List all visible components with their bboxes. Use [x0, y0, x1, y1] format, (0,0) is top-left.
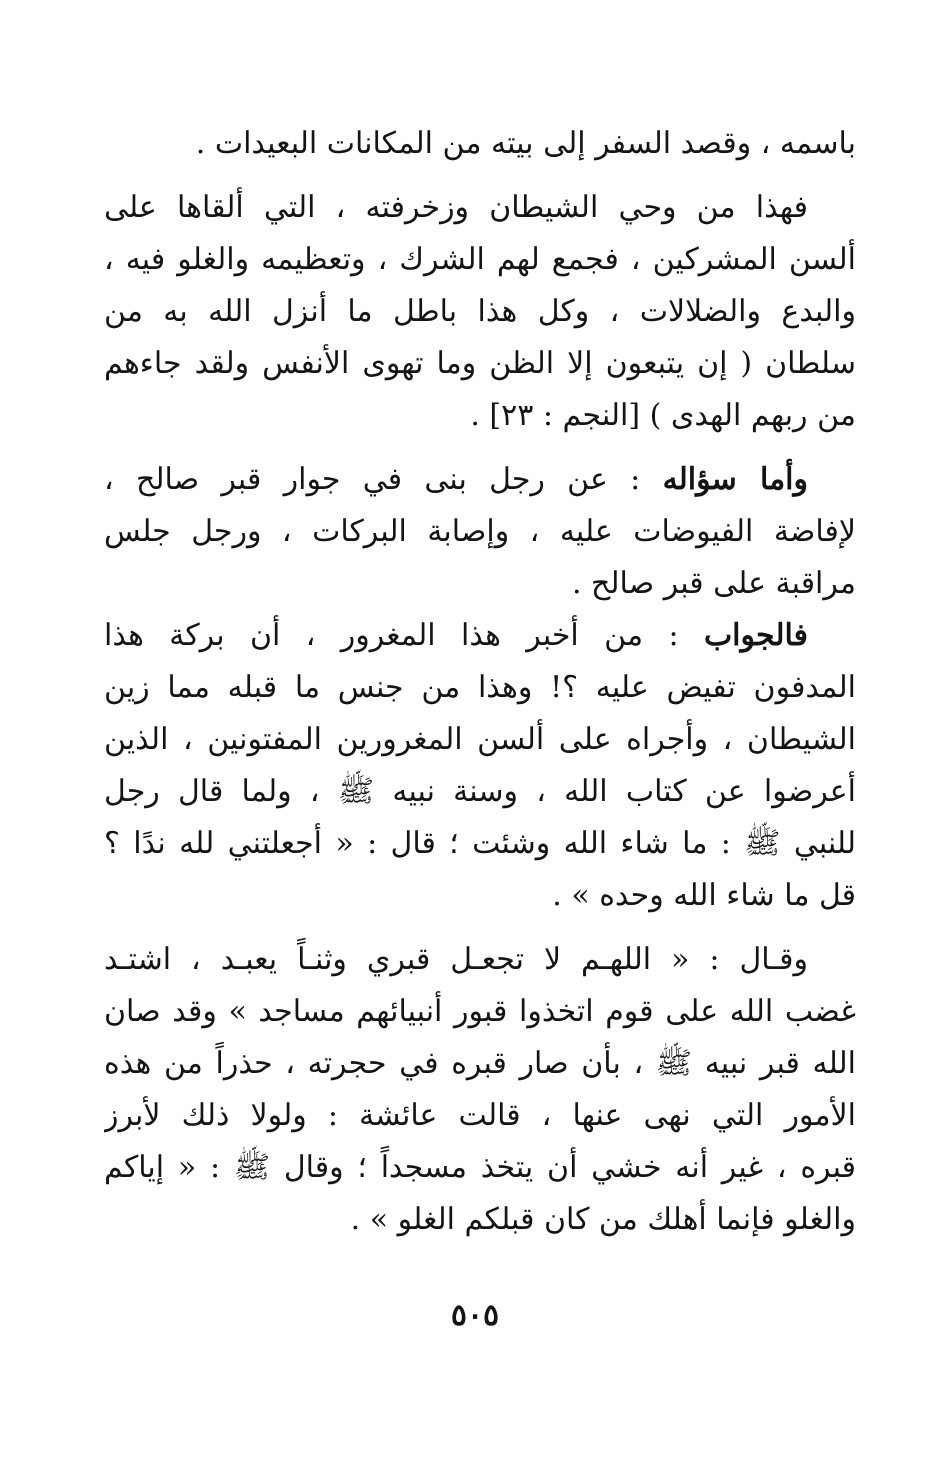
paragraph: [104, 118, 856, 170]
text-line: مراقبة على قبر صالح .: [571, 566, 856, 601]
paragraph-lead: فالجواب: [703, 618, 808, 653]
text-line: قبره ، غير أنه خشي أن يتخذ مسجداً ؛ وقال ﷺ : « إياكم: [104, 1150, 856, 1185]
text-run: : عن رجل بنى في جوار قبر صالح ،: [104, 462, 663, 497]
paragraph: [104, 934, 856, 1246]
text-line: [104, 610, 856, 662]
paragraph: [104, 454, 856, 610]
text-line: المدفون تفيض عليه ؟! وهذا من جنس ما قبله مما زين: [104, 670, 856, 705]
text-line: أعرضوا عن كتاب الله ، وسنة نبيه ﷺ ، ولما قال رجل: [104, 774, 856, 809]
text-line: لإفاضة الفيوضات عليه ، وإصابة البركات ، ورجل جلس: [104, 514, 856, 549]
paragraph: [104, 182, 856, 442]
text-run: : من أخبر هذا المغرور ، أن بركة هذا: [104, 618, 704, 653]
body-text: [104, 118, 856, 1246]
text-line: الشيطان ، وأجراه على ألسن المغرورين المفتونين ، الذين: [104, 722, 856, 757]
paragraph-lead: وأما سؤاله: [662, 462, 809, 497]
paragraph: [104, 610, 856, 922]
text-line: ألسن المشركين ، فجمع لهم الشرك ، وتعظيمه والغلو فيه ،: [104, 242, 856, 277]
text-line: فهذا من وحي الشيطان وزخرفته ، التي ألقاها على: [104, 190, 808, 225]
text-line: قل ما شاء الله وحده » .: [552, 878, 856, 913]
text-line: والغلو فإنما أهلك من كان قبلكم الغلو » .: [350, 1202, 856, 1237]
text-line: غضب الله على قوم اتخذوا قبور أنبيائهم مساجد » وقد صان: [104, 994, 856, 1029]
text-line: وقـال : « اللهـم لا تجعـل قبري وثنـاً يعبـد ، اشتـد: [104, 942, 808, 977]
text-line: للنبي ﷺ : ما شاء الله وشئت ؛ قال : « أجعلتني لله ندًا ؟: [104, 826, 856, 861]
text-line: من ربهم الهدى ) [النجم : ٢٣] .: [470, 398, 856, 433]
page-number: ٥٠٥: [450, 1298, 500, 1333]
text-line: الأمور التي نهى عنها ، قالت عائشة : ولولا ذلك لأبرز: [104, 1098, 856, 1133]
text-line: سلطان ( إن يتبعون إلا الظن وما تهوى الأنفس ولقد جاءهم: [104, 346, 856, 381]
text-line: باسمه ، وقصد السفر إلى بيته من المكانات البعيدات .: [195, 126, 856, 161]
text-line: والبدع والضلالات ، وكل هذا باطل ما أنزل الله به من: [104, 294, 856, 329]
text-line: [104, 454, 856, 506]
text-line: الله قبر نبيه ﷺ ، بأن صار قبره في حجرته ، حذراً من هذه: [104, 1046, 856, 1081]
